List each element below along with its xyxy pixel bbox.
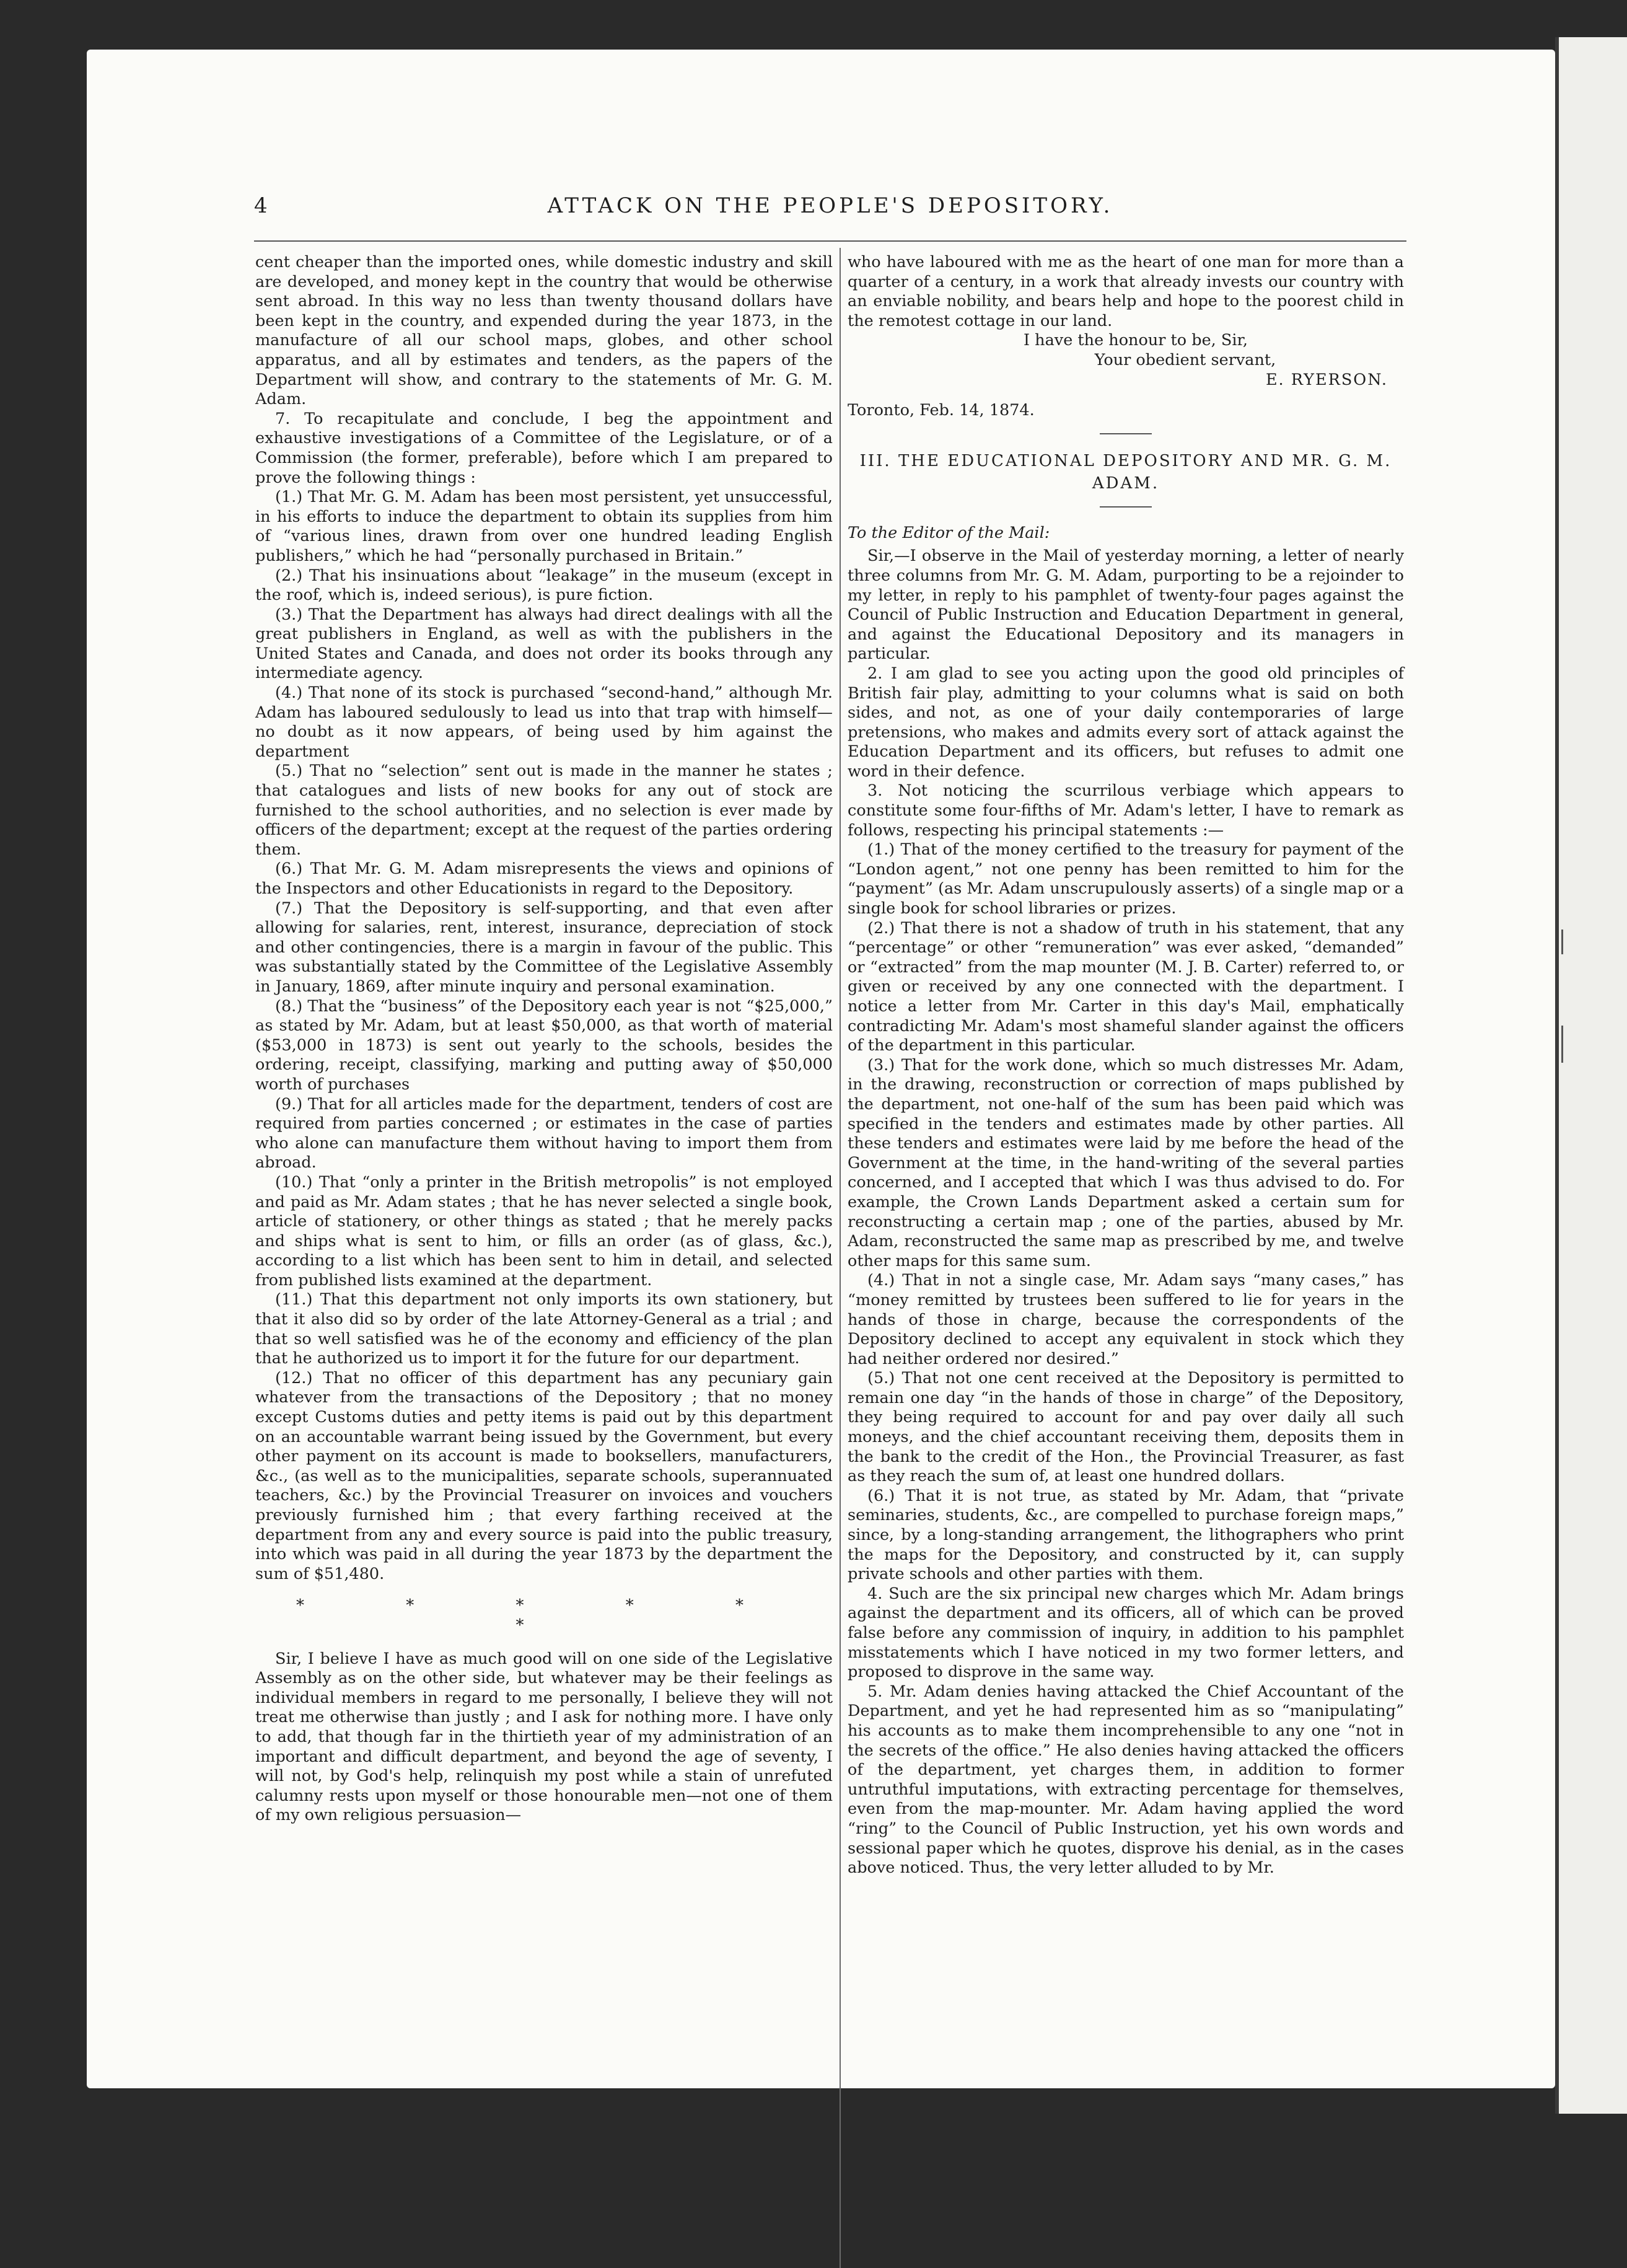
page-header	[254, 193, 1406, 231]
list-item: (11.) That this department not only imports its own stationery, but that it also did so by order of the late Attorney-General as a trial ; and that so well satisfied was he of the economy and efficiency of the plan that he authorized us to import it for the future for our department.	[255, 1290, 833, 1368]
list-item: (8.) That the “business” of the Depository each year is not “$25,000,” as stated by Mr. Adam, but at least $50,000, as that worth of material ($53,000 in 1873) is sent out yearly to the schools, besides the ordering, receipt, classifying, marking and putting away of $50,000 worth of purchases	[255, 996, 833, 1094]
signature: E. RYERSON.	[1265, 370, 1388, 389]
section-heading: III. THE EDUCATIONAL DEPOSITORY AND MR. G. M.	[859, 451, 1392, 470]
list-item: (6.) That Mr. G. M. Adam misrepresents the views and opinions of the Inspectors and other Educationists in regard to the Depository.	[255, 859, 833, 898]
list-item: (3.) That for the work done, which so much distresses Mr. Adam, in the drawing, reconstruction or correction of maps published by the department, not one-half of the sum has been paid which was specified in the tenders and estimates made by other parties. All these tenders and estimates were laid by me before the head of the Government at the time, in the hand-writing of the several parties concerned, and I accepted that which I was thus advised to do. For example, the Crown Lands Department asked a certain sum for reconstructing a certain map ; one of the parties, abused by Mr. Adam, reconstructed the same map as prescribed by me, and twelve other maps for this same sum.	[848, 1055, 1404, 1270]
section-break-stars: * * * * * *	[296, 1596, 792, 1635]
section-heading: ADAM.	[1092, 473, 1160, 493]
paragraph: Sir,—I observe in the Mail of yesterday morning, a letter of nearly three columns from Mr. G. M. Adam, purporting to be a rejoinder to my letter, in reply to his pamphlet of twenty-four pages against the Council of Public Instruction and Education Department in general, and against the Educational Depository and its managers in particular.	[848, 547, 1404, 664]
paragraph: Sir, I believe I have as much good will on one side of the Legislative Assembly as on the other side, but whatever may be their feelings as individual members in regard to me personally, I believe they will not treat me otherwise than justly ; and I ask for nothing more. I have only to add, that though far in the thirtieth year of my administration of an important and difficult department, and beyond the age of seventy, I will not, by God's help, relinquish my post while a stain of unrefuted calumny rests upon myself or those honourable men—not one of them of my own religious persuasion—	[255, 1649, 833, 1825]
list-item: (7.) That the Depository is self-supporting, and that even after allowing for salaries, rent, interest, insurance, depreciation of stock and other contingencies, there is a margin in favour of the public. This was substantially stated by the Committee of the Legislative Assembly in January, 1869, after minute inquiry and personal examination.	[255, 899, 833, 996]
paragraph: 2. I am glad to see you acting upon the good old principles of British fair play, admitting to your columns what is said on both sides, and not, as one of your daily contemporaries of large pretensions, who makes and admits every sort of attack against the Education Department and its officers, but refuses to admit one word in their defence.	[848, 664, 1404, 781]
paragraph: 7. To recapitulate and conclude, I beg the appointment and exhaustive investigations of a Committee of the Legislature, or of a Commission (the former, preferable), before which I am prepared to prove the following things :	[255, 409, 833, 487]
list-item: (10.) That “only a printer in the British metropolis” is not employed and paid as Mr. Adam states ; that he has never selected a single book, article of stationery, or other things as stated ; that he merely packs and ships what is sent to him, or fills an order (as of glass, &c.), according to a list which has been sent to him in detail, and selected from published lists examined at the department.	[255, 1172, 833, 1290]
list-item: (5.) That no “selection” sent out is made in the manner he states ; that catalogues and lists of new books for any out of stock are furnished to the school authorities, and no selection is ever made by officers of the department; except at the request of the parties ordering them.	[255, 762, 833, 859]
paragraph: who have laboured with me as the heart of one man for more than a quarter of a century, in a work that already invests our country with an enviable nobility, and bears help and hope to the poorest child in the remotest cottage in our land.	[848, 253, 1404, 330]
list-item: (1.) That Mr. G. M. Adam has been most persistent, yet unsuccessful, in his efforts to induce the department to obtain its supplies from him of “various lines, drawn from over one hundred leading English publishers,” which he had “personally purchased in Britain.”	[255, 488, 833, 565]
paragraph: cent cheaper than the imported ones, while domestic industry and skill are developed, and money kept in the country that would be otherwise sent abroad. In this way no less than twenty thousand dollars have been kept in the country, and expended during the year 1873, in the manufacture of all our school maps, globes, and other school apparatus, and all by estimates and tenders, as the papers of the Department will show, and contrary to the statements of Mr. G. M. Adam.	[255, 253, 833, 409]
dateline: Toronto, Feb. 14, 1874.	[848, 401, 1035, 420]
list-item: (4.) That none of its stock is purchased “second-hand,” although Mr. Adam has laboured sedulously to lead us into that trap with himself—no doubt as it now appears, of being used by him against the department	[255, 683, 833, 761]
letter-closing: I have the honour to be, Sir,	[1024, 331, 1248, 350]
column-divider	[840, 248, 841, 2268]
list-item: (2.) That there is not a shadow of truth in his statement, that any “percentage” or other “remuneration” was ever asked, “demanded” or “extracted” from the map mounter (M. J. B. Carter) referred to, or given or received by any one connected with the department. I notice a letter from Mr. Carter in this day's Mail, emphatically contradicting Mr. Adam's most shameful slander against the officers of the department in this particular.	[848, 918, 1404, 1055]
left-column	[255, 253, 833, 1826]
list-item: (12.) That no officer of this department has any pecuniary gain whatever from the transactions of the Depository ; that no money except Customs duties and petty items is paid out by this department on an accountable warrant being issued by the Government, but every other payment on its account is made to booksellers, manufacturers, &c., (as well as to the municipalities, separate schools, superannuated teachers, &c.) by the Provincial Treasurer on invoices and vouchers previously furnished him ; that every farthing received at the department from any and every source is paid into the public treasury, into which was paid in all during the year 1873 by the department the sum of $51,480.	[255, 1368, 833, 1583]
page-number: 4	[254, 193, 268, 218]
letter-salutation: Your obedient servant,	[1094, 350, 1276, 369]
facing-page-edge	[1555, 37, 1627, 2114]
list-item: (4.) That in not a single case, Mr. Adam says “many cases,” has “money remitted by trustees been suffered to lie for years in the hands of those in charge, because the correspondents of the Depository declined to accept any equivalent in stock which they had neither ordered nor desired.”	[848, 1271, 1404, 1368]
list-item: (6.) That it is not true, as stated by Mr. Adam, that “private seminaries, students, &c., are compelled to purchase foreign maps,” since, by a long-standing arrangement, the lithographers who print the maps for the Depository, and constructed by it, can supply private schools and other parties with them.	[848, 1486, 1404, 1584]
salutation-to-editor: To the Editor of the Mail:	[848, 523, 1050, 542]
list-item: (2.) That his insinuations about “leakage” in the museum (except in the roof, which is, indeed serious), is pure fiction.	[255, 566, 833, 605]
page-gutter	[1555, 37, 1559, 2114]
margin-mark	[1561, 1026, 1563, 1063]
right-column	[848, 253, 1404, 1878]
list-item: (9.) That for all articles made for the department, tenders of cost are required from parties concerned ; or estimates in the case of parties who alone can manufacture them without having to import them from abroad.	[255, 1094, 833, 1172]
running-title: ATTACK ON THE PEOPLE'S DEPOSITORY.	[547, 193, 1113, 218]
section-rule	[1100, 506, 1152, 508]
paragraph: 5. Mr. Adam denies having attacked the Chief Accountant of the Department, and yet he had represented him as so “manipulating” his accounts as to make them incomprehensible to any one “not in the secrets of the office.” He also denies having attacked the officers of the department, yet charges them, in addition to former untruthful imputations, with extracting percentage for themselves, even from the map-mounter. Mr. Adam having applied the word “ring” to the Council of Public Instruction, yet his own words and sessional paper which he quotes, disprove his denial, as in the cases above noticed. Thus, the very letter alluded to by Mr.	[848, 1682, 1404, 1878]
list-item: (3.) That the Department has always had direct dealings with all the great publishers in England, as well as with the publishers in the United States and Canada, and does not order its books through any intermediate agency.	[255, 605, 833, 683]
list-item: (1.) That of the money certified to the treasury for payment of the “London agent,” not one penny has been remitted to him for the “payment” (as Mr. Adam unscrupulously asserts) of a single map or a single book for school libraries or prizes.	[848, 840, 1404, 918]
paragraph: 4. Such are the six principal new charges which Mr. Adam brings against the department and its officers, all of which can be proved false before any commission of inquiry, in addition to his pamphlet misstatements which I have noticed in my two former letters, and proposed to disprove in the same way.	[848, 1584, 1404, 1682]
header-rule	[254, 240, 1406, 242]
list-item: (5.) That not one cent received at the Depository is permitted to remain one day “in the hands of those in charge” of the Depository, they being required to account for and pay over daily all such moneys, and the chief accountant receiving them, deposits them in the bank to the credit of the Hon., the Provincial Treasurer, as fast as they reach the sum of, at least one hundred dollars.	[848, 1369, 1404, 1486]
paragraph: 3. Not noticing the scurrilous verbiage which appears to constitute some four-fifths of Mr. Adam's letter, I have to remark as follows, respecting his principal statements :—	[848, 781, 1404, 840]
section-rule	[1100, 433, 1152, 434]
margin-mark	[1561, 930, 1563, 954]
